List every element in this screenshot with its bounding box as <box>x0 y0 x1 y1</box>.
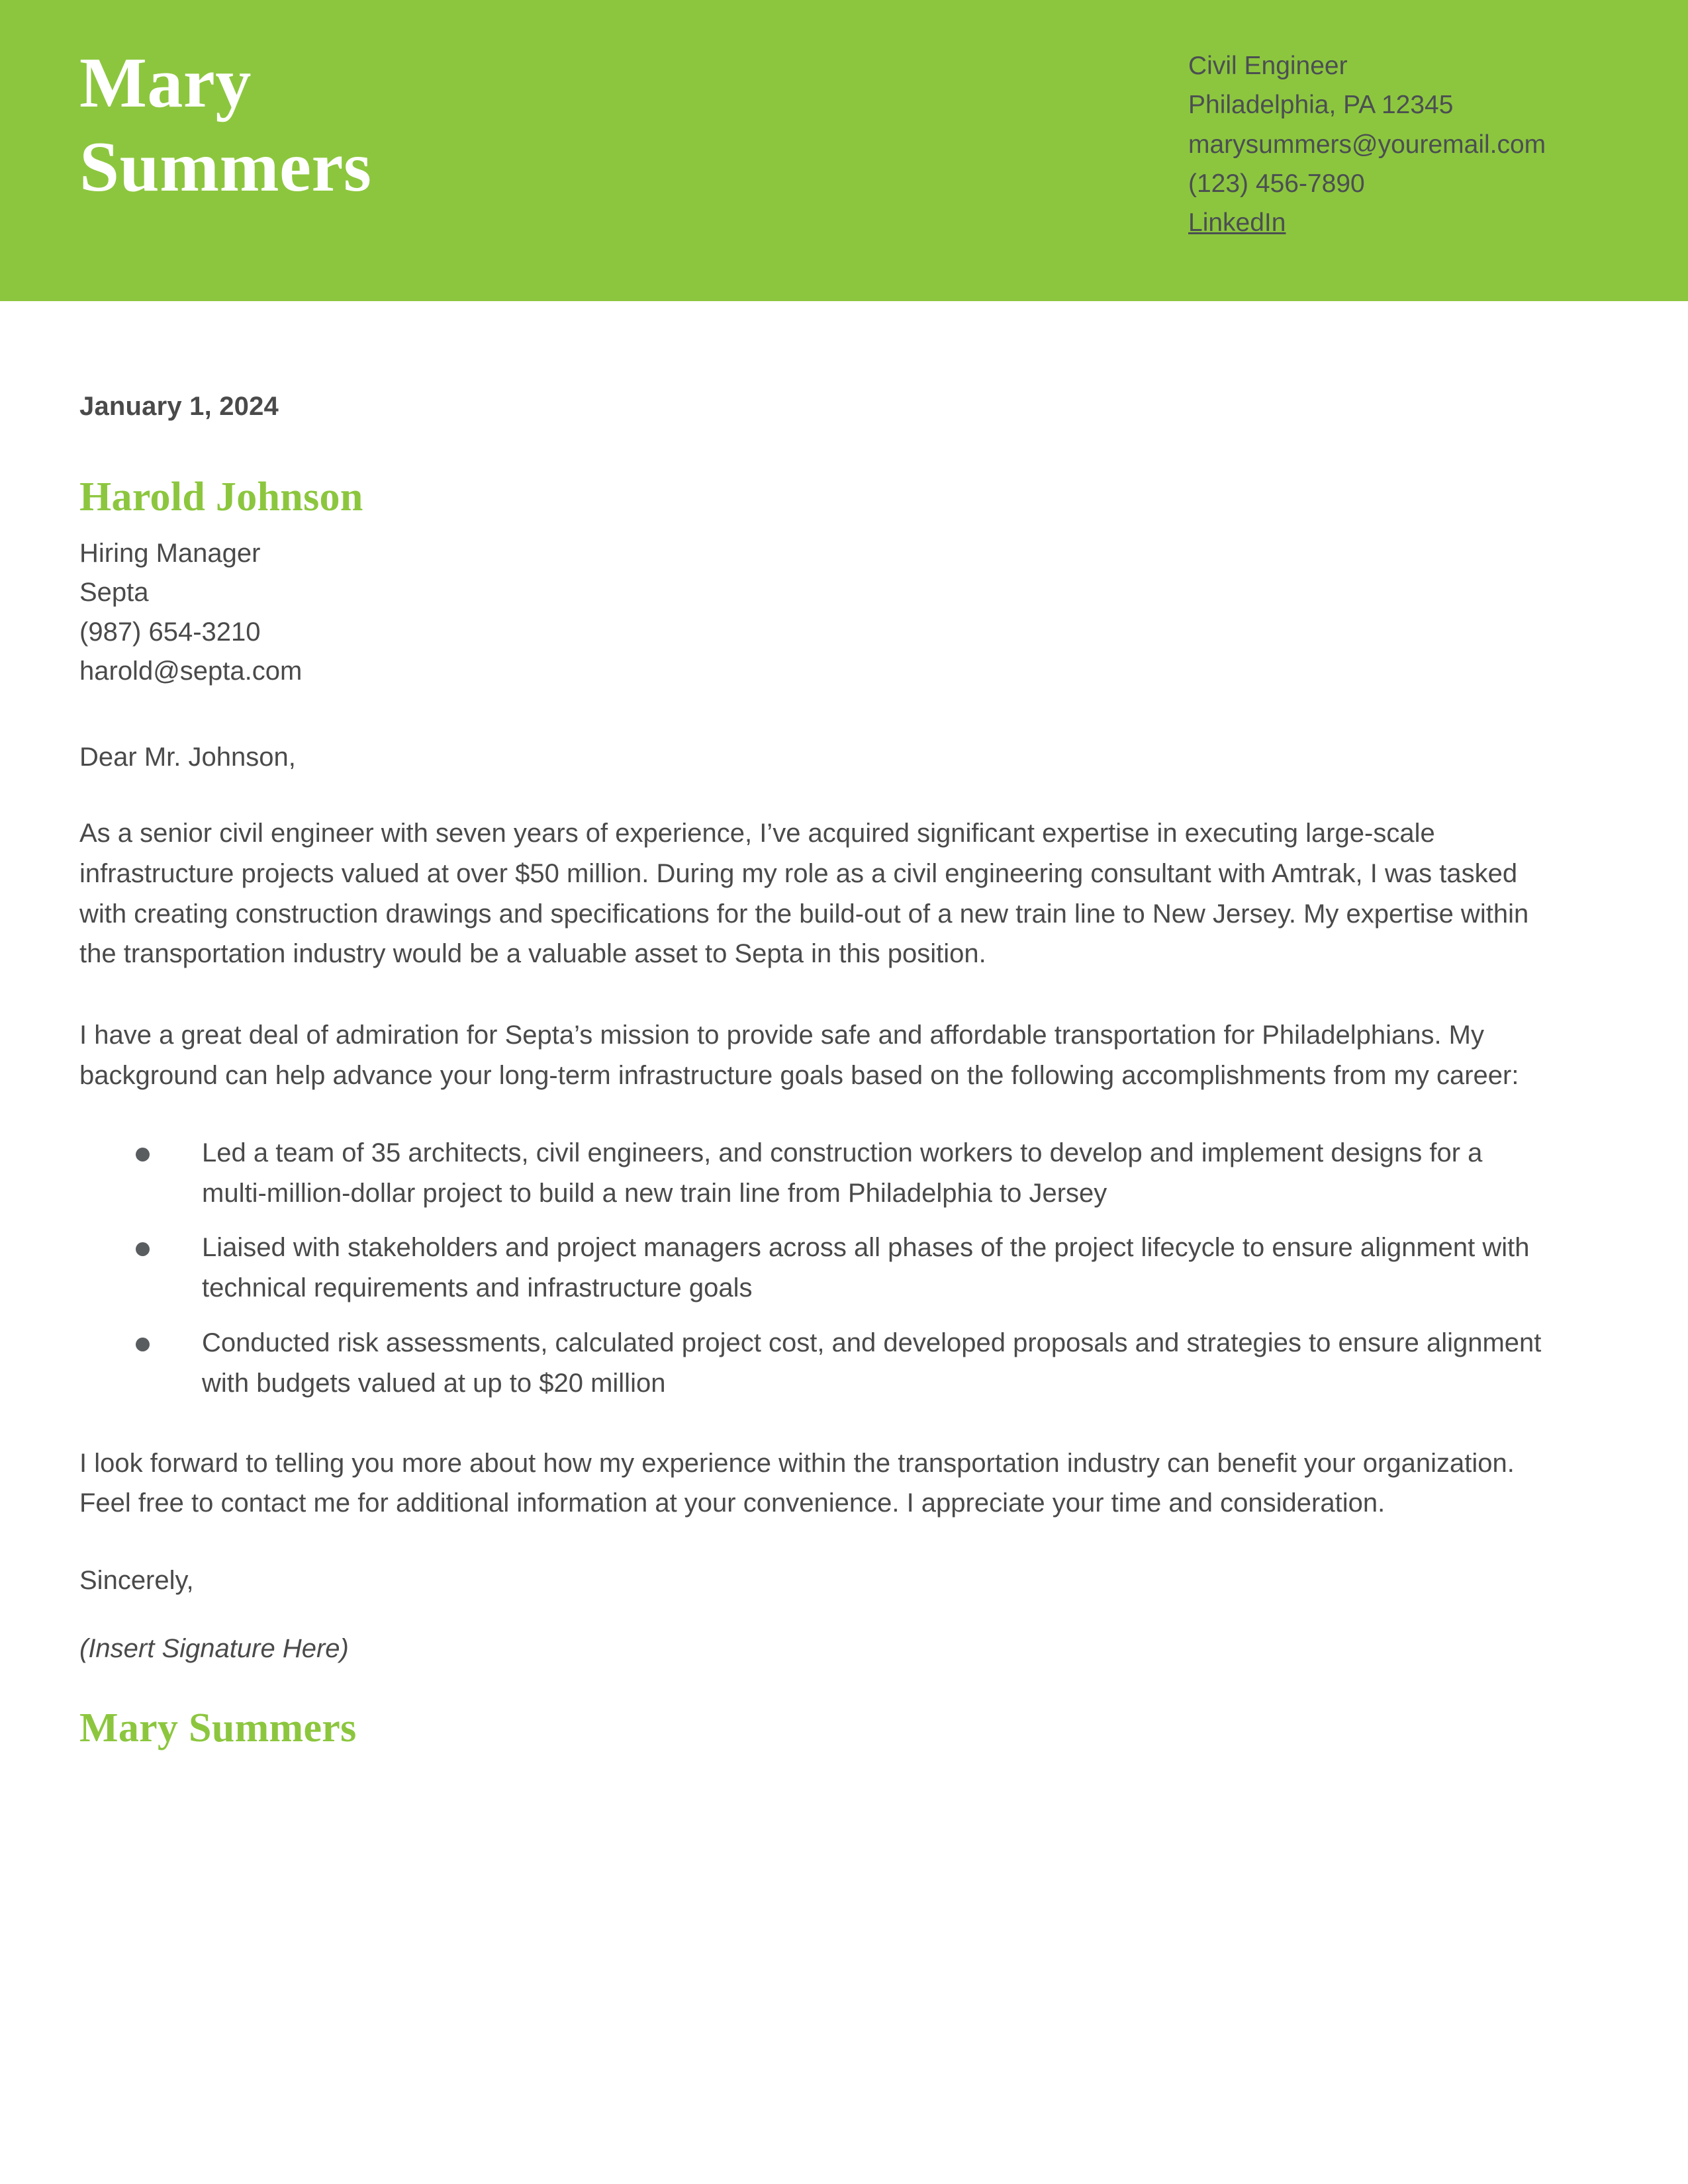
recipient-block <box>79 475 1609 691</box>
list-item-text: Liaised with stakeholders and project managers across all phases of the project lifecycle to ensure alignment with technical requirements and infrastructure goals <box>202 1233 1530 1303</box>
salutation: Dear Mr. Johnson, <box>79 742 296 772</box>
applicant-name-heading <box>79 41 741 210</box>
applicant-first-name: Mary <box>79 44 252 122</box>
bullet-point-icon <box>136 1242 150 1256</box>
applicant-location: Philadelphia, PA 12345 <box>1188 91 1454 120</box>
signature-placeholder: (Insert Signature Here) <box>79 1634 349 1664</box>
header-banner <box>0 0 1688 301</box>
bullet-point-icon <box>136 1148 150 1161</box>
recipient-details <box>79 534 1609 691</box>
body-paragraph-1: As a senior civil engineer with seven years of experience, I’ve acquired significant expertise in executing large-scale infrastructure projects valued at over $50 million. During my role as a civil engineering consultant with Amtrak, I was tasked with creating construction drawings and specifications for the build-out of a new train line to New Jersey. My expertise within the transportation industry would be a valuable asset to Septa in this position. <box>79 818 1529 969</box>
recipient-title: Hiring Manager <box>79 539 261 569</box>
letter-body <box>0 392 1688 1752</box>
recipient-company: Septa <box>79 578 149 608</box>
accomplishments-list <box>79 1133 1549 1404</box>
list-item <box>79 1228 1549 1308</box>
applicant-contact-block <box>1188 46 1546 242</box>
applicant-last-name: Summers <box>79 128 372 207</box>
list-item <box>79 1323 1549 1404</box>
applicant-job-title: Civil Engineer <box>1188 52 1348 80</box>
list-item <box>79 1133 1549 1214</box>
list-item-text: Conducted risk assessments, calculated project cost, and developed proposals and strategies to ensure alignment with budgets valued at up to $20 million <box>202 1328 1542 1398</box>
recipient-phone: (987) 654-3210 <box>79 617 261 647</box>
closing-paragraph: I look forward to telling you more about how my experience within the transportation industry can benefit your organization. Feel free to contact me for additional information at your convenience. I appreciate your time and consideration. <box>79 1448 1515 1518</box>
bullet-point-icon <box>136 1338 150 1351</box>
sign-off: Sincerely, <box>79 1566 194 1596</box>
list-item-text: Led a team of 35 architects, civil engineers, and construction workers to develop and implement designs for a multi-million-dollar project to build a new train line from Philadelphia to Jersey <box>202 1138 1483 1208</box>
applicant-phone[interactable]: (123) 456-7890 <box>1188 169 1365 198</box>
signature-name: Mary Summers <box>79 1706 357 1751</box>
applicant-email[interactable]: marysummers@youremail.com <box>1188 130 1546 159</box>
recipient-name: Harold Johnson <box>79 475 363 520</box>
applicant-linkedin-link[interactable]: LinkedIn <box>1188 208 1286 238</box>
body-paragraph-2: I have a great deal of admiration for Septa’s mission to provide safe and affordable transportation for Philadelphians. My background can help advance your long-term infrastructure goals based on the following accomplishments from my career: <box>79 1021 1519 1090</box>
letter-date: January 1, 2024 <box>79 392 279 421</box>
recipient-email: harold@septa.com <box>79 656 303 686</box>
